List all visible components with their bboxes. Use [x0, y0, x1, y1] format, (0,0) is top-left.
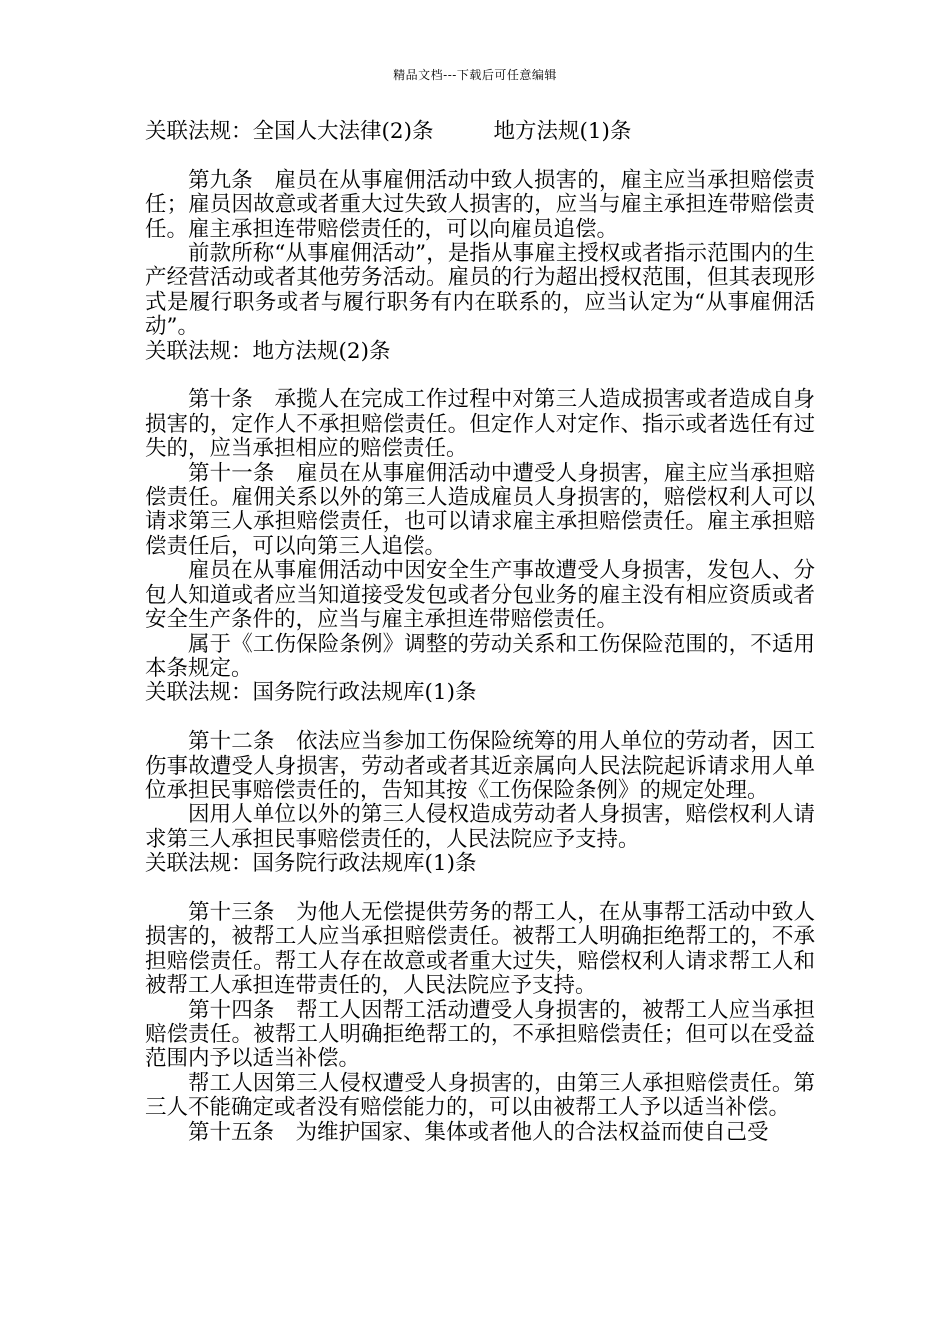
- related-laws-national: 关联法规：全国人大法律(2)条: [145, 119, 434, 144]
- page-header: 精品文档---下载后可任意编辑: [393, 68, 557, 82]
- related-laws-local: 地方法规(1)条: [493, 119, 632, 144]
- article-9-paragraph-1: 第九条 雇员在从事雇佣活动中致人损害的，雇主应当承担赔偿责任；雇员因故意或者重大过失致人损害的，应当与雇主承担连带赔偿责任。雇主承担连带赔偿责任的，可以向雇员追偿。: [145, 167, 815, 242]
- article-12-paragraph-2: 因用人单位以外的第三人侵权造成劳动者人身损害，赔偿权利人请求第三人承担民事赔偿责任的，人民法院应予支持。: [145, 802, 815, 852]
- article-14-paragraph-1: 第十四条 帮工人因帮工活动遭受人身损害的，被帮工人应当承担赔偿责任。被帮工人明确拒绝帮工的，不承担赔偿责任；但可以在受益范围内予以适当补偿。: [145, 997, 815, 1072]
- article-11-paragraph-2: 雇员在从事雇佣活动中因安全生产事故遭受人身损害，发包人、分包人知道或者应当知道接受发包或者分包业务的雇主没有相应资质或者安全生产条件的，应当与雇主承担连带赔偿责任。: [145, 558, 815, 633]
- related-laws-line: [145, 120, 815, 144]
- spacer: [145, 364, 815, 388]
- spacer: [145, 144, 815, 168]
- spacer: [145, 877, 815, 901]
- article-13: 第十三条 为他人无偿提供劳务的帮工人，在从事帮工活动中致人损害的，被帮工人应当承担赔偿责任。被帮工人明确拒绝帮工的，不承担赔偿责任。帮工人存在故意或者重大过失，赔偿权利人请求帮工人和被帮工人承担连带责任的，人民法院应予支持。: [145, 899, 815, 999]
- related-laws-article-12: 关联法规：国务院行政法规库(1)条: [145, 851, 477, 877]
- article-9-paragraph-2: 前款所称“从事雇佣活动”，是指从事雇主授权或者指示范围内的生产经营活动或者其他劳务活动。雇员的行为超出授权范围，但其表现形式是履行职务或者与履行职务有内在联系的，应当认定为“从事雇佣活动”。: [145, 241, 815, 340]
- related-laws-article-11: 关联法规：国务院行政法规库(1)条: [145, 680, 477, 706]
- article-14-paragraph-2: 帮工人因第三人侵权遭受人身损害的，由第三人承担赔偿责任。第三人不能确定或者没有赔偿能力的，可以由被帮工人予以适当补偿。: [145, 1070, 815, 1121]
- spacer: [145, 706, 815, 730]
- related-laws-article-9: 关联法规：地方法规(2)条: [145, 338, 391, 364]
- article-15: 第十五条 为维护国家、集体或者他人的合法权益而使自己受: [188, 1119, 769, 1145]
- article-12-paragraph-1: 第十二条 依法应当参加工伤保险统筹的用人单位的劳动者，因工伤事故遭受人身损害，劳动者或者其近亲属向人民法院起诉请求用人单位承担民事赔偿责任的，告知其按《工伤保险条例》的规定处理。: [145, 729, 815, 803]
- article-11-paragraph-1: 第十一条 雇员在从事雇佣活动中遭受人身损害，雇主应当承担赔偿责任。雇佣关系以外的第三人造成雇员人身损害的，赔偿权利人可以请求第三人承担赔偿责任，也可以请求雇主承担赔偿责任。雇主承担赔偿责任后，可以向第三人追偿。: [145, 460, 815, 559]
- article-11-paragraph-3: 属于《工伤保险条例》调整的劳动关系和工伤保险范围的，不适用本条规定。: [145, 631, 815, 681]
- article-10: 第十条 承揽人在完成工作过程中对第三人造成损害或者造成自身损害的，定作人不承担赔偿责任。但定作人对定作、指示或者选任有过失的，应当承担相应的赔偿责任。: [145, 387, 815, 462]
- document-body: [145, 120, 815, 1145]
